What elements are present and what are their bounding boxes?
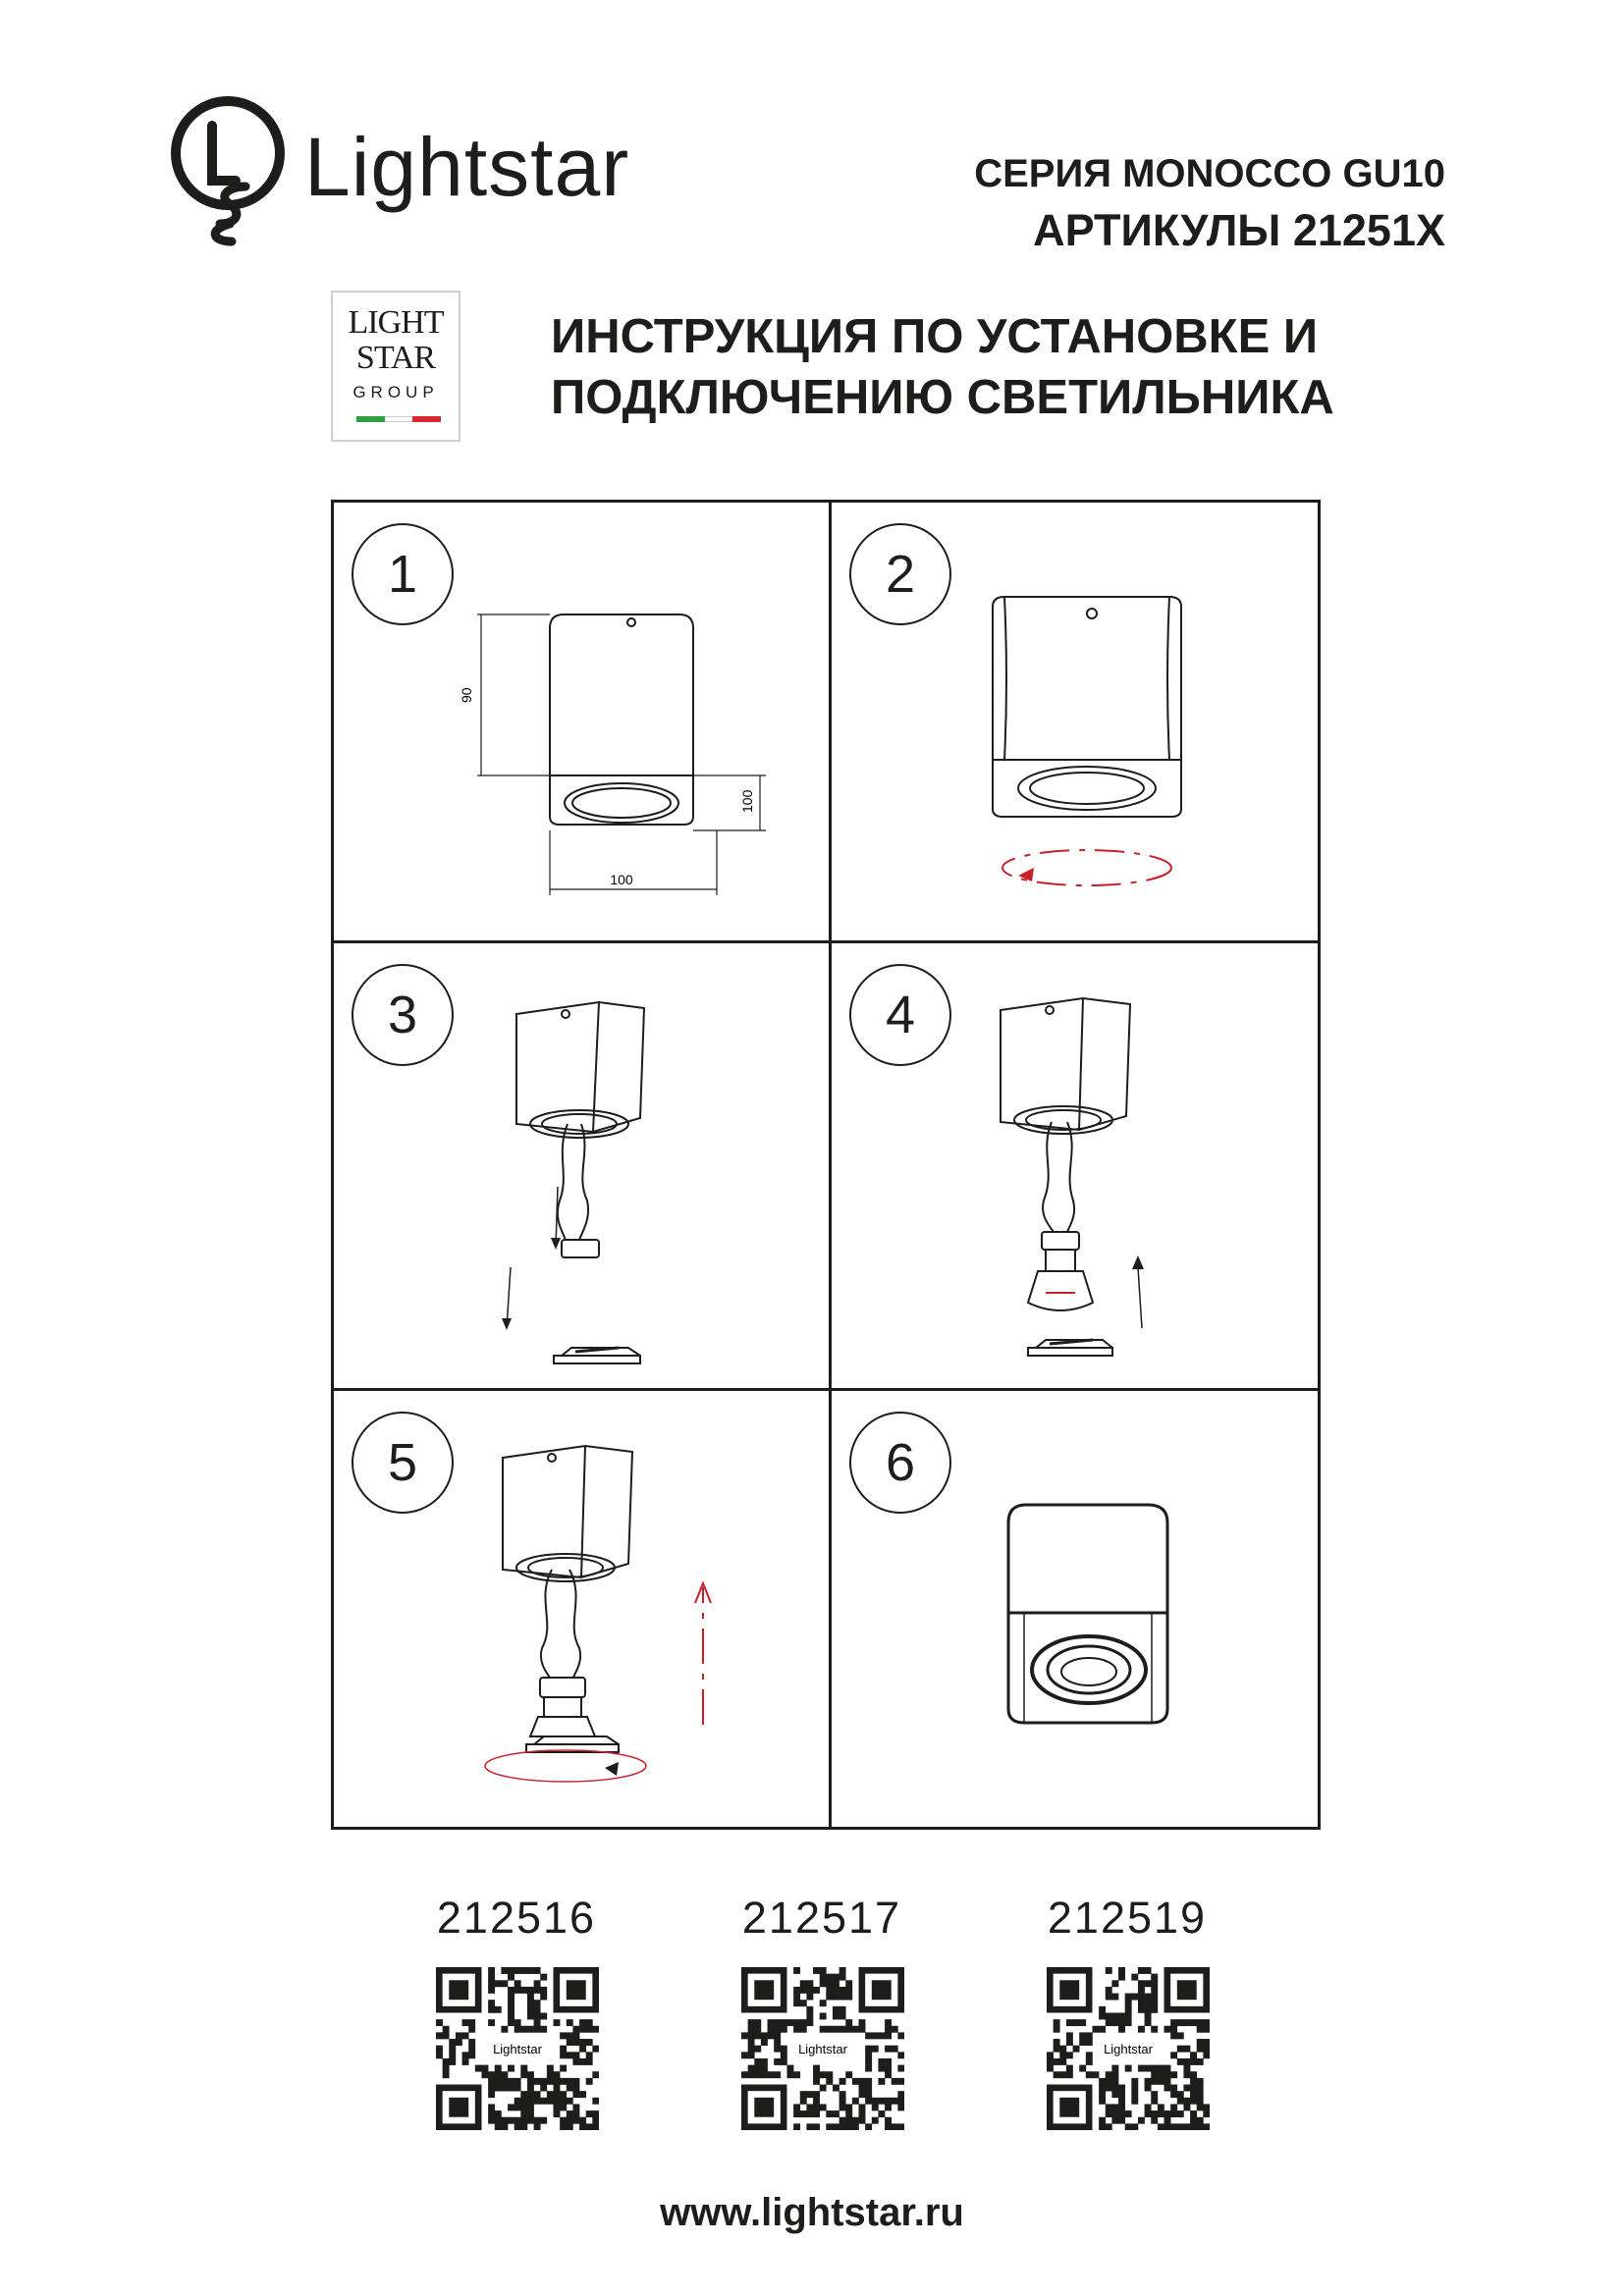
- step-5-panel: [334, 1391, 829, 1833]
- article-code: 212517: [741, 1893, 902, 1943]
- badge-line-2: STAR: [355, 340, 436, 376]
- step-number: 2: [849, 523, 951, 625]
- badge-line-3: GROUP: [352, 383, 439, 401]
- qr-code: [436, 1967, 599, 2130]
- qr-code: [741, 1967, 904, 2130]
- lightstar-group-badge: [331, 291, 460, 442]
- title-line-2: ПОДКЛЮЧЕНИЮ СВЕТИЛЬНИКА: [551, 371, 1334, 424]
- dim-lip-label: 100: [739, 789, 755, 813]
- step-6-installed-drawing: [832, 1391, 1326, 1833]
- series-title: СЕРИЯ MONOCCO GU10: [974, 152, 1445, 195]
- step-2-rotate-drawing: [832, 503, 1326, 940]
- qr-logo-label: Lightstar: [798, 2042, 847, 2056]
- step-number: 3: [352, 964, 454, 1066]
- dim-height-label: 90: [459, 687, 474, 703]
- title-line-1: ИНСТРУКЦИЯ ПО УСТАНОВКЕ И: [551, 310, 1319, 363]
- step-6-panel: [832, 1391, 1326, 1833]
- steps-grid: [331, 500, 1321, 1830]
- series-block: [974, 145, 1445, 259]
- badge-line-1: LIGHT: [348, 304, 444, 341]
- brand-logo: [169, 84, 699, 251]
- instruction-title: [551, 306, 1334, 428]
- step-2-panel: [832, 503, 1326, 940]
- italian-flag-stripe: [356, 416, 441, 422]
- step-4-panel: [832, 943, 1326, 1388]
- dim-width-label: 100: [610, 872, 633, 887]
- step-number: 1: [352, 523, 454, 625]
- qr-logo-label: Lightstar: [493, 2042, 542, 2056]
- articles-title: АРТИКУЛЫ 21251X: [1033, 205, 1445, 255]
- website-link[interactable]: www.lightstar.ru: [660, 2191, 964, 2234]
- article-code: 212516: [436, 1893, 597, 1943]
- step-number: 4: [849, 964, 951, 1066]
- qr-logo-label: Lightstar: [1104, 2042, 1153, 2056]
- lightbulb-logo-icon: [169, 84, 297, 251]
- step-3-panel: [334, 943, 829, 1388]
- step-1-panel: [334, 503, 829, 940]
- qr-code: [1047, 1967, 1210, 2130]
- step-4-insert-lamp-drawing: [832, 943, 1326, 1388]
- step-3-disconnect-drawing: [334, 943, 829, 1388]
- step-number: 6: [849, 1412, 951, 1514]
- step-1-dimensions-drawing: [334, 503, 829, 940]
- brand-name: Lightstar: [304, 121, 630, 213]
- article-code: 212519: [1047, 1893, 1208, 1943]
- step-5-mount-drawing: [334, 1391, 829, 1833]
- step-number: 5: [352, 1412, 454, 1514]
